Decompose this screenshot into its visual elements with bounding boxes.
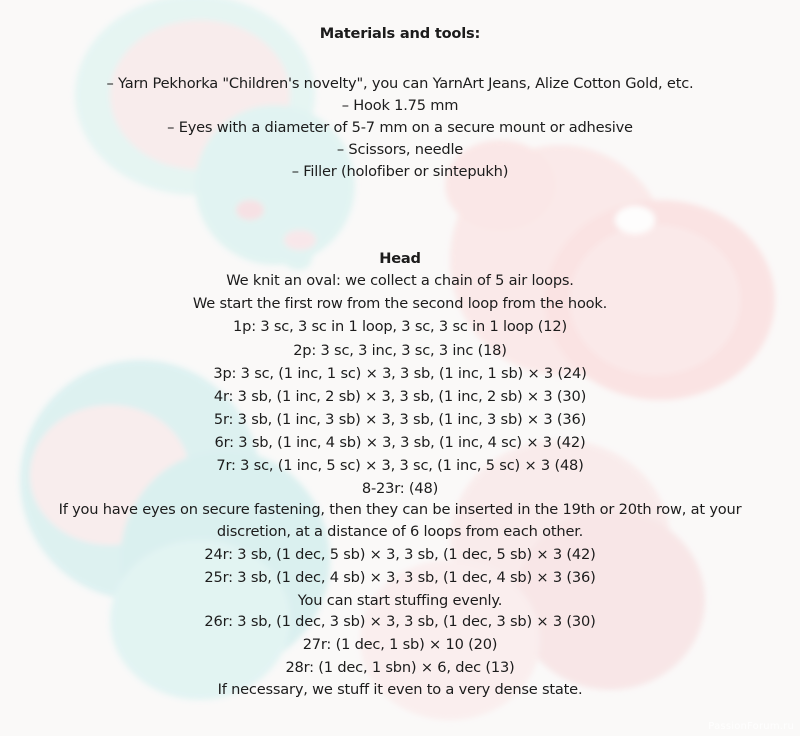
head-heading: Head (379, 250, 421, 267)
note-line: If you have eyes on secure fastening, then they can be inserted in the 19th or 20th row, at your (58, 501, 742, 518)
note-line: You can start stuffing evenly. (297, 592, 503, 609)
materials-heading: Materials and tools: (319, 25, 481, 42)
row-instruction: 7r: 3 sc, (1 inc, 5 sc) × 3, 3 sc, (1 inc, 5 sc) × 3 (48) (216, 457, 584, 474)
material-item: – Scissors, needle (336, 141, 464, 158)
row-instruction: 2p: 3 sc, 3 inc, 3 sc, 3 inc (18) (293, 342, 507, 359)
row-instruction: 1p: 3 sc, 3 sc in 1 loop, 3 sc, 3 sc in 1 loop (12) (233, 318, 567, 335)
row-instruction: 24r: 3 sb, (1 dec, 5 sb) × 3, 3 sb, (1 dec, 5 sb) × 3 (42) (204, 546, 596, 563)
row-instruction: 5r: 3 sb, (1 inc, 3 sb) × 3, 3 sb, (1 inc, 3 sb) × 3 (36) (213, 411, 587, 428)
row-instruction: 28r: (1 dec, 1 sbn) × 6, dec (13) (285, 659, 515, 676)
material-item: – Filler (holofiber or sintepukh) (291, 163, 509, 180)
instruction-line: We knit an oval: we collect a chain of 5 air loops. (226, 272, 574, 289)
row-instruction: 27r: (1 dec, 1 sb) × 10 (20) (302, 636, 498, 653)
material-item: – Hook 1.75 mm (341, 97, 459, 114)
instruction-line: We start the first row from the second loop from the hook. (192, 295, 608, 312)
row-instruction: 25r: 3 sb, (1 dec, 4 sb) × 3, 3 sb, (1 dec, 4 sb) × 3 (36) (204, 569, 596, 586)
row-instruction: 8-23r: (48) (361, 480, 439, 497)
material-item: – Yarn Pekhorka "Children's novelty", you can YarnArt Jeans, Alize Cotton Gold, etc. (106, 75, 694, 92)
row-instruction: 6r: 3 sb, (1 inc, 4 sb) × 3, 3 sb, (1 inc, 4 sc) × 3 (42) (214, 434, 586, 451)
row-instruction: 4r: 3 sb, (1 inc, 2 sb) × 3, 3 sb, (1 inc, 2 sb) × 3 (30) (213, 388, 587, 405)
row-instruction: 26r: 3 sb, (1 dec, 3 sb) × 3, 3 sb, (1 dec, 3 sb) × 3 (30) (204, 613, 596, 630)
row-instruction: 3p: 3 sc, (1 inc, 1 sc) × 3, 3 sb, (1 inc, 1 sb) × 3 (24) (213, 365, 587, 382)
material-item: – Eyes with a diameter of 5-7 mm on a secure mount or adhesive (167, 119, 633, 136)
note-line: discretion, at a distance of 6 loops from each other. (216, 523, 584, 540)
note-line: If necessary, we stuff it even to a very dense state. (217, 681, 583, 698)
watermark: PassionForum.ru (708, 721, 794, 732)
